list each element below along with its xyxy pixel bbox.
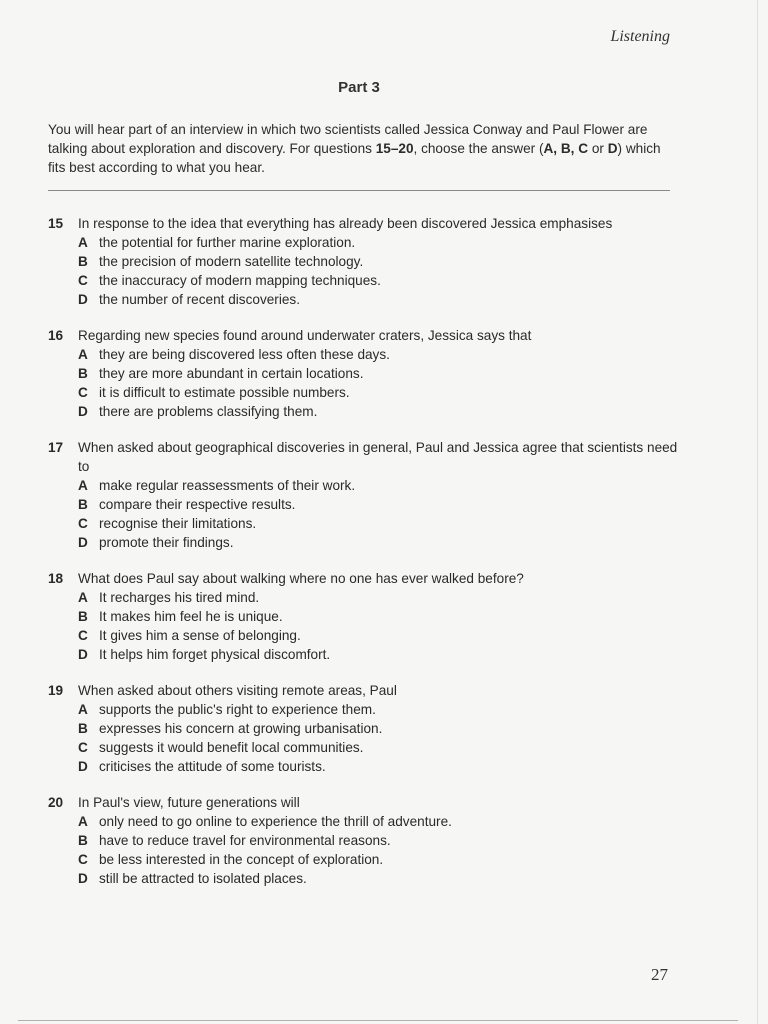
question-number: 18	[48, 571, 64, 586]
question-text: When asked about others visiting remote areas, Paul	[78, 683, 397, 698]
question-stem	[48, 214, 688, 233]
option-letter: B	[78, 721, 88, 736]
option-text: the precision of modern satellite technology.	[99, 254, 364, 269]
question-text: Regarding new species found around underwater craters, Jessica says that	[78, 328, 532, 343]
question-15	[48, 214, 688, 309]
question-17	[48, 438, 688, 552]
option-c	[48, 271, 688, 290]
option-letter: B	[78, 254, 88, 269]
instructions	[48, 120, 678, 177]
answer-letters: A, B, C	[543, 141, 589, 156]
option-text: the number of recent discoveries.	[99, 292, 300, 307]
option-letter: D	[78, 647, 88, 662]
option-text: criticises the attitude of some tourists.	[99, 759, 326, 774]
option-letter: B	[78, 833, 88, 848]
option-letter: B	[78, 497, 88, 512]
question-number: 16	[48, 328, 64, 343]
question-range: 15–20	[375, 141, 414, 156]
option-text: it is difficult to estimate possible numbers.	[99, 385, 350, 400]
option-c	[48, 850, 688, 869]
option-letter: C	[78, 385, 88, 400]
question-number: 15	[48, 216, 64, 231]
option-a	[48, 345, 688, 364]
question-18	[48, 569, 688, 664]
option-letter: D	[78, 535, 88, 550]
option-c	[48, 626, 688, 645]
option-letter: A	[78, 814, 88, 829]
option-letter: A	[78, 478, 88, 493]
option-b	[48, 495, 688, 514]
option-b	[48, 364, 688, 383]
option-c	[48, 514, 688, 533]
question-stem	[48, 681, 688, 700]
option-c	[48, 738, 688, 757]
option-b	[48, 831, 688, 850]
question-stem	[48, 793, 688, 812]
part-title: Part 3	[338, 79, 380, 96]
option-letter: D	[78, 404, 88, 419]
option-a	[48, 233, 688, 252]
question-number: 19	[48, 683, 64, 698]
option-d	[48, 402, 688, 421]
question-text: In response to the idea that everything has already been discovered Jessica emphasises	[78, 216, 613, 231]
option-b	[48, 607, 688, 626]
instructions-text-3: or	[588, 141, 608, 156]
option-b	[48, 252, 688, 271]
question-text: When asked about geographical discoveries in general, Paul and Jessica agree that scientists need to	[78, 440, 678, 474]
option-text: the potential for further marine exploration.	[99, 235, 356, 250]
instructions-text-1: You will hear part of an interview in which two scientists called Jessica Conway and Paul Flower are talking about exploration and discovery. For questions	[48, 122, 648, 156]
option-letter: C	[78, 628, 88, 643]
option-text: only need to go online to experience the thrill of adventure.	[99, 814, 452, 829]
question-20	[48, 793, 688, 888]
option-text: they are being discovered less often these days.	[99, 347, 390, 362]
page-number: 27	[651, 965, 668, 984]
option-text: promote their findings.	[99, 535, 234, 550]
question-stem	[48, 569, 688, 588]
option-text: supports the public's right to experience them.	[99, 702, 376, 717]
option-text: It makes him feel he is unique.	[99, 609, 283, 624]
question-text: What does Paul say about walking where no one has ever walked before?	[78, 571, 524, 586]
divider	[48, 190, 670, 191]
option-text: have to reduce travel for environmental reasons.	[99, 833, 391, 848]
question-16	[48, 326, 688, 421]
option-letter: D	[78, 292, 88, 307]
option-text: still be attracted to isolated places.	[99, 871, 307, 886]
running-head: Listening	[610, 28, 670, 45]
option-text: It recharges his tired mind.	[99, 590, 260, 605]
option-letter: D	[78, 871, 88, 886]
option-d	[48, 757, 688, 776]
option-text: recognise their limitations.	[99, 516, 257, 531]
question-list	[48, 214, 688, 905]
option-letter: C	[78, 516, 88, 531]
option-letter: C	[78, 273, 88, 288]
option-letter: C	[78, 740, 88, 755]
option-text: It helps him forget physical discomfort.	[99, 647, 331, 662]
option-c	[48, 383, 688, 402]
answer-letter-d: D	[607, 141, 618, 156]
option-letter: B	[78, 609, 88, 624]
question-number: 17	[48, 440, 64, 455]
question-text: In Paul's view, future generations will	[78, 795, 300, 810]
question-number: 20	[48, 795, 64, 810]
option-letter: D	[78, 759, 88, 774]
bottom-rule	[18, 1020, 738, 1021]
option-d	[48, 290, 688, 309]
option-letter: B	[78, 366, 88, 381]
option-letter: A	[78, 347, 88, 362]
instructions-text-2: , choose the answer (	[413, 141, 544, 156]
question-stem	[48, 326, 688, 345]
option-text: make regular reassessments of their work.	[99, 478, 356, 493]
option-text: there are problems classifying them.	[99, 404, 318, 419]
option-text: suggests it would benefit local communities.	[99, 740, 364, 755]
page-edge	[757, 0, 758, 1024]
option-letter: A	[78, 235, 88, 250]
option-text: they are more abundant in certain locations.	[99, 366, 364, 381]
option-text: It gives him a sense of belonging.	[99, 628, 301, 643]
option-d	[48, 533, 688, 552]
option-a	[48, 588, 688, 607]
option-text: be less interested in the concept of exploration.	[99, 852, 384, 867]
option-a	[48, 700, 688, 719]
option-b	[48, 719, 688, 738]
option-text: compare their respective results.	[99, 497, 296, 512]
instructions-text-4: ) which fits best according to what you hear.	[48, 141, 661, 175]
option-d	[48, 869, 688, 888]
option-letter: A	[78, 702, 88, 717]
option-a	[48, 476, 688, 495]
option-letter: A	[78, 590, 88, 605]
option-text: the inaccuracy of modern mapping techniques.	[99, 273, 381, 288]
option-text: expresses his concern at growing urbanisation.	[99, 721, 383, 736]
option-d	[48, 645, 688, 664]
option-a	[48, 812, 688, 831]
option-letter: C	[78, 852, 88, 867]
question-19	[48, 681, 688, 776]
question-stem	[48, 438, 688, 476]
